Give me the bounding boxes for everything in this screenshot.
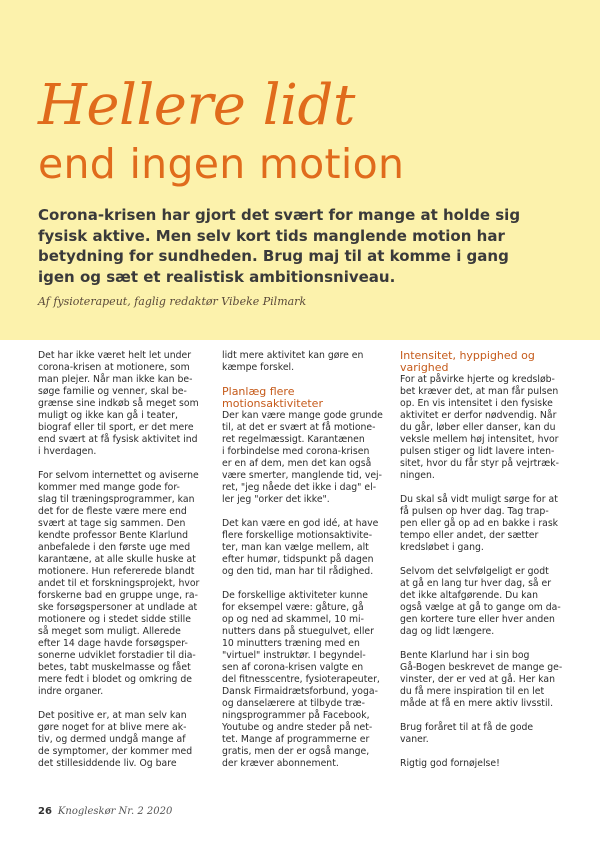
subheading-line: Planlæg flere — [222, 385, 295, 398]
text-line: kredsløbet i gang. — [400, 542, 484, 553]
text-line: betes, tabt muskelmasse og fået — [38, 662, 191, 673]
text-line: Du skal så vidt muligt sørge for at — [400, 494, 558, 505]
text-line: så meget som muligt. Allerede — [38, 626, 181, 637]
text-line: Youtube og andre steder på net- — [222, 722, 373, 733]
subheading-line: motionsaktiviteter — [222, 397, 323, 410]
text-line: bet kræver det, at man får pulsen — [400, 386, 559, 397]
text-line: indre organer. — [38, 686, 104, 697]
paragraph — [400, 650, 568, 710]
text-line: at gå en lang tur hver dag, så er — [400, 578, 552, 589]
text-line: muligt og ikke kan gå i teater, — [38, 410, 178, 421]
paragraph — [222, 518, 387, 578]
text-line: og danselærere at tilbyde træ- — [222, 698, 365, 709]
text-line: gøre noget for at blive mere ak- — [38, 722, 187, 733]
paragraph-gap — [38, 698, 208, 710]
paragraph — [222, 410, 387, 506]
text-line: det for de fleste være mere end — [38, 506, 187, 517]
column-2 — [222, 350, 387, 770]
text-line: det ikke altafgørende. Du kan — [400, 590, 538, 601]
text-line: pen eller gå op ad en bakke i rask — [400, 518, 559, 529]
text-line: få pulsen op hver dag. Tag trap- — [400, 506, 549, 517]
subheading-line: varighed — [400, 361, 449, 374]
text-line: op og ned ad skammel, 10 mi- — [222, 614, 364, 625]
paragraph-gap — [400, 746, 568, 758]
text-line: flere forskellige motionsaktivite- — [222, 530, 373, 541]
text-line: i forbindelse med corona-krisen — [222, 446, 370, 457]
text-line: Dansk Firmaidrætsforbund, yoga- — [222, 686, 378, 697]
text-line: Rigtig god fornøjelse! — [400, 758, 500, 769]
text-line: ret, "jeg nåede det ikke i dag" el- — [222, 482, 377, 493]
text-line: gen kortere ture eller hver anden — [400, 614, 555, 625]
text-line: motionere. Hun refererede blandt — [38, 566, 195, 577]
paragraph — [38, 710, 208, 770]
text-line: Det kan være en god idé, at have — [222, 518, 379, 529]
paragraph — [222, 590, 387, 770]
subheading — [222, 386, 387, 410]
text-line: karantæne, at alle skulle huske at — [38, 554, 196, 565]
text-line: slag til træningsprogrammer, kan — [38, 494, 195, 505]
text-line: efter 14 dage havde forsøgsper- — [38, 638, 188, 649]
paragraph-gap — [400, 710, 568, 722]
paragraph-gap — [400, 638, 568, 650]
paragraph — [38, 470, 208, 698]
magazine-name: Knogleskør Nr. 2 2020 — [57, 806, 173, 817]
text-line: svært at tage sig sammen. Den — [38, 518, 186, 529]
text-line: anbefalede i den første uge med — [38, 542, 191, 553]
text-line: De forskellige aktiviteter kunne — [222, 590, 368, 601]
text-line: Det har ikke været helt let under — [38, 350, 192, 361]
lead-paragraph — [38, 205, 568, 287]
text-line: end svært at få fysisk aktivitet ind — [38, 434, 198, 445]
page-number: 26 — [38, 806, 52, 817]
subheading — [400, 350, 568, 374]
paragraph-gap — [222, 506, 387, 518]
paragraph — [400, 758, 568, 770]
paragraph — [400, 722, 568, 746]
text-line: aktivitet er derfor nødvendig. Når — [400, 410, 557, 421]
text-line: kendte professor Bente Klarlund — [38, 530, 189, 541]
paragraph — [400, 494, 568, 554]
text-line: kæmpe forskel. — [222, 362, 295, 373]
text-line: "virtuel" instruktør. I begyndel- — [222, 650, 366, 661]
text-line: man plejer. Når man ikke kan be- — [38, 374, 193, 385]
subheading-line: Intensitet, hyppighed og — [400, 349, 535, 362]
text-line: For at påvirke hjerte og kredsløb- — [400, 374, 555, 385]
text-line: ter, man kan vælge mellem, alt — [222, 542, 369, 553]
text-line: Der kan være mange gode grunde — [222, 410, 383, 421]
text-line: og den tid, man har til rådighed. — [222, 566, 374, 577]
text-line: vinster, der er ved at gå. Her kan — [400, 674, 555, 685]
text-line: lidt mere aktivitet kan gøre en — [222, 350, 364, 361]
paragraph — [38, 350, 208, 458]
text-line: sonerne udviklet forstadier til dia- — [38, 650, 196, 661]
text-line: 10 minutters træning med en — [222, 638, 360, 649]
text-line: biograf eller til sport, er det mere — [38, 422, 194, 433]
text-line: veksle mellem høj intensitet, hvor — [400, 434, 559, 445]
text-line: grænse sine indkøb så meget som — [38, 398, 199, 409]
text-line: forskerne bad en gruppe unge, ra- — [38, 590, 198, 601]
text-line: for eksempel være: gåture, gå — [222, 602, 364, 613]
text-line: For selvom internettet og aviserne — [38, 470, 199, 481]
text-line: mere fedt i blodet og omkring de — [38, 674, 192, 685]
text-line: vaner. — [400, 734, 429, 745]
text-line: til, at det er svært at få motione- — [222, 422, 376, 433]
paragraph-gap — [400, 482, 568, 494]
text-line: dag og lidt længere. — [400, 626, 495, 637]
text-line: ler jeg "orker det ikke". — [222, 494, 330, 505]
column-3 — [400, 350, 568, 770]
paragraph-gap — [400, 554, 568, 566]
text-line: ningen. — [400, 470, 435, 481]
lead-line: Corona-krisen har gjort det svært for mange at holde sig — [38, 206, 521, 224]
text-line: del fitnesscentre, fysioterapeuter, — [222, 674, 380, 685]
paragraph-gap — [38, 458, 208, 470]
text-line: nutters dans på stuegulvet, eller — [222, 626, 374, 637]
footer — [38, 806, 172, 817]
text-line: efter humør, tidspunkt på dagen — [222, 554, 374, 565]
text-line: op. En vis intensitet i den fysiske — [400, 398, 553, 409]
text-line: være smerter, manglende tid, vej- — [222, 470, 382, 481]
text-line: det stillesiddende liv. Og bare — [38, 758, 177, 769]
lead-line: igen og sæt et realistisk ambitionsniveau. — [38, 267, 396, 286]
text-line: tet. Mange af programmerne er — [222, 734, 370, 745]
text-line: Selvom det selvfølgeligt er godt — [400, 566, 549, 577]
text-line: Bente Klarlund har i sin bog — [400, 650, 530, 661]
column-1 — [38, 350, 208, 770]
title-line-1: Hellere lidt — [38, 73, 355, 138]
text-line: ret regelmæssigt. Karantænen — [222, 434, 365, 445]
text-line: der kræver abonnement. — [222, 758, 339, 769]
text-line: Gå-Bogen beskrevet de mange ge- — [400, 662, 563, 673]
text-line: tiv, og dermed undgå mange af — [38, 734, 186, 745]
text-line: gratis, men der er også mange, — [222, 746, 370, 757]
text-line: pulsen stiger og lidt lavere inten- — [400, 446, 555, 457]
text-line: de symptomer, der kommer med — [38, 746, 193, 757]
paragraph — [400, 566, 568, 638]
text-line: måde at få en mere aktiv livsstil. — [400, 698, 554, 709]
lead-line: fysisk aktive. Men selv kort tids manglende motion har — [38, 226, 505, 245]
text-line: andet til et forskningsprojekt, hvor — [38, 578, 200, 589]
text-line: corona-krisen at motionere, som — [38, 362, 190, 373]
paragraph — [222, 350, 387, 374]
text-line: sitet, hvor du får styr på vejrtræk- — [400, 458, 559, 469]
text-line: i hverdagen. — [38, 446, 97, 457]
paragraph — [400, 374, 568, 482]
lead-line: betydning for sundheden. Brug maj til at komme i gang — [38, 247, 509, 265]
text-line: kommer med mange gode for- — [38, 482, 180, 493]
title-line-2: end ingen motion — [38, 140, 405, 188]
text-line: Det positive er, at man selv kan — [38, 710, 187, 721]
byline: Af fysioterapeut, faglig redaktør Vibeke Pilmark — [38, 295, 307, 308]
text-line: sen af corona-krisen valgte en — [222, 662, 364, 673]
text-line: du går, løber eller danser, kan du — [400, 422, 556, 433]
text-line: Brug foråret til at få de gode — [400, 722, 534, 733]
paragraph-gap — [222, 578, 387, 590]
text-line: ningsprogrammer på Facebook, — [222, 710, 370, 721]
text-line: ske forsøgspersoner at undlade at — [38, 602, 198, 613]
text-line: tempo eller andet, der sætter — [400, 530, 539, 541]
text-line: er en af dem, men det kan også — [222, 458, 372, 469]
text-line: du få mere inspiration til en let — [400, 686, 545, 697]
text-line: søge familie og venner, skal be- — [38, 386, 187, 397]
text-line: motionere og i stedet sidde stille — [38, 614, 191, 625]
text-line: også vælge at gå to gange om da- — [400, 602, 561, 613]
